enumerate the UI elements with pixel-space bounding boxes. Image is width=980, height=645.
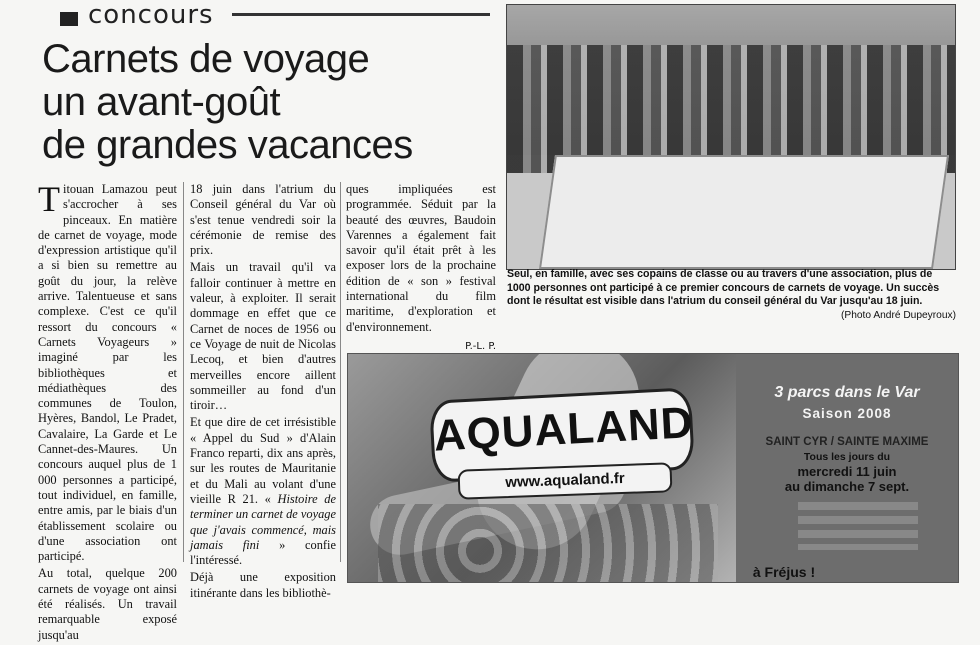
photo-caption: Seul, en famille, avec ses copains de classe ou au travers d'une association, plus de 1000 personnes ont participé à ce premier concours de carnets de voyage. Un succès dont le résultat est visible dans l'atrium du conseil général du Var jusqu'au 18 juin. xyxy=(507,268,940,308)
headline-line-2: un avant-goût xyxy=(42,80,281,124)
rubric-label: concours xyxy=(88,0,214,30)
article-paragraph: Et que dire de cet irrésistible « Appel du Sud » d'Alain Franco reparti, dix ans après, sur les routes de Mauritanie et du Mali au volant d'une vieille R 21. « Histoire de terminer un carnet de voyage que j'avais commencé, mais jamais fini » confie l'intéressé. xyxy=(190,415,336,568)
dropcap: T xyxy=(38,179,60,219)
ad-parks: 3 parcs dans le Var xyxy=(774,384,920,401)
quote: Histoire de terminer un carnet de voyage que j'avais commencé, mais jamais fini xyxy=(190,491,336,552)
headline-line-3: de grandes vacances xyxy=(42,123,413,167)
headline xyxy=(42,38,512,167)
column-rule xyxy=(183,182,184,562)
article-paragraph: 18 juin dans l'atrium du Conseil général du Var où s'est tenue vendredi soir la cérémonie de remise des prix. xyxy=(190,182,336,258)
aqualand-logo: AQUALAND xyxy=(429,387,695,483)
event-photo xyxy=(506,4,956,270)
article-column-3 xyxy=(346,182,496,354)
article-paragraph: Déjà une exposition itinérante dans les bibliothè- xyxy=(190,570,336,600)
article-paragraph: Mais un travail qu'il va falloir continuer à mettre en valeur, à exploiter. Il serait dommage en effet que ce Carnet de noces de 1956 ou ce Voyage de nuit de Nicolas Lecoq, et bien d'autres merveilles encore aillent sommeiller au fond d'un tiroir… xyxy=(190,260,336,413)
photo-credit: (Photo André Dupeyroux) xyxy=(841,310,956,321)
ad-dates: au dimanche 7 sept. xyxy=(784,479,910,494)
swimmers-image xyxy=(378,504,718,582)
article-paragraph: Au total, quelque 200 carnets de voyage ont ainsi été réalisés. Un travail remarquable exposé jusqu'au xyxy=(38,566,177,642)
aqualand-advertisement xyxy=(347,353,959,583)
column-rule xyxy=(340,182,341,562)
ad-season: Saison 2008 xyxy=(802,406,892,421)
ad-dates: Tous les jours du xyxy=(803,451,891,463)
website-label: www.aqualand.fr xyxy=(458,462,673,499)
ad-dates: mercredi 11 juin xyxy=(797,464,897,479)
giant-notebook xyxy=(539,155,949,269)
ad-towns: SAINT CYR / SAINTE MAXIME xyxy=(765,436,929,448)
article-column-1 xyxy=(38,179,177,645)
rubric-rule xyxy=(232,13,490,16)
article-paragraph: ques impliquées est programmée. Séduit par la beauté des œuvres, Baudoin Varennes a également fait savoir qu'il était prêt à les exposer lors de la prochaine édition de « son » festival international du film maritime, d'exploration et d'environnement. xyxy=(346,182,496,334)
rubric-marker xyxy=(60,12,78,26)
article-column-2 xyxy=(190,182,336,603)
headline-line-1: Carnets de voyage xyxy=(42,37,370,81)
ad-fine-print xyxy=(798,502,918,550)
article-paragraph: Titouan Lamazou peut s'accrocher à ses pinceaux. En matière de carnet de voyage, mode d'expression artistique qu'il a si bien su remettre au goût du jour, la relève arrive. Talentueuse et sans complexe. C'est ce qu'il ressort du concours « Carnets Voyageurs » imaginé par les bibliothèques et médiathèques des communes de Toulon, Hyères, Bandol, Le Pradet, Cavalaire, La Garde et Le Cannet-des-Maures. Un concours auquel plus de 1 000 personnes a participé, tout individuel, en famille, entre amis, par le biais d'un établissement scolaire ou d'une association ont participé. xyxy=(38,179,177,564)
ad-frejus: à Fréjus ! xyxy=(752,564,816,580)
author-signature: P.-L. P. xyxy=(465,340,496,352)
